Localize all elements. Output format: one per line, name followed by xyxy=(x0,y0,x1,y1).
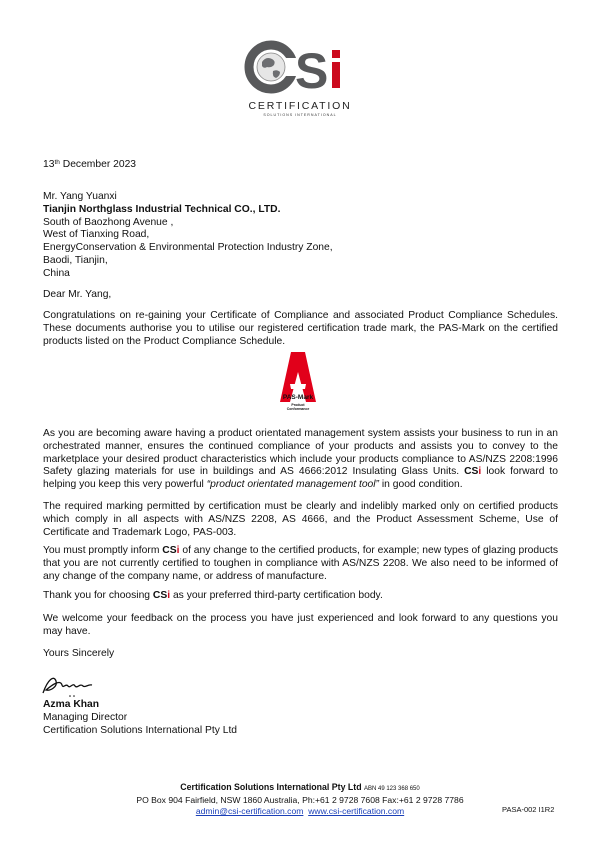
footer-website-link[interactable]: www.csi-certification.com xyxy=(308,806,405,816)
footer-address: PO Box 904 Fairfield, NSW 1860 Australia, Ph:+61 2 9728 7608 Fax:+61 2 9728 7786 xyxy=(136,795,464,805)
footer-company: Certification Solutions International Pty Ltd xyxy=(180,782,362,792)
paragraph-congratulations: Congratulations on re-gaining your Certificate of Compliance and associated Product Compliance Schedules. These documents authorise you to utilise our registered certification trade mark, the PAS-Mark on the certified products listed on the Product Compliance Schedule. xyxy=(43,310,558,347)
recipient-address-line: South of Baozhong Avenue , xyxy=(43,216,174,228)
pas-mark-label: PAS-Mark xyxy=(282,394,314,401)
logo-s-glyph: S xyxy=(295,43,329,98)
letter-date: 13th December 2023 xyxy=(43,159,137,170)
footer-abn: ABN 49 123 368 650 xyxy=(364,786,420,792)
paragraph-inform: You must promptly inform CSi of any change to the certified products, for example; new types of glazing products that you are not currently certified to toughen in compliance with AS/NZS 2208. We also need to be informed of any change of the company name, or address of manufacture. xyxy=(43,545,558,582)
footer-email-link[interactable]: admin@csi-certification.com xyxy=(195,806,304,816)
paragraph-thank-you: Thank you for choosing CSi as your preferred third-party certification body. xyxy=(43,590,383,601)
salutation: Dear Mr. Yang, xyxy=(43,289,112,300)
closing: Yours Sincerely xyxy=(43,648,115,659)
signatory-name: Azma Khan xyxy=(43,699,100,710)
document-reference: PASA-002 I1R2 xyxy=(502,805,555,814)
recipient-address-line: West of Tianxing Road, xyxy=(43,229,150,241)
recipient-address-line: Baodi, Tianjin, xyxy=(43,254,108,266)
recipient-address-line: EnergyConservation & Environmental Protection Industry Zone, xyxy=(43,242,333,254)
recipient-name: Mr. Yang Yuanxi xyxy=(43,191,117,202)
logo-certification-text: CERTIFICATION xyxy=(248,100,352,112)
logo-subline-text: SOLUTIONS INTERNATIONAL xyxy=(263,113,337,117)
recipient-block xyxy=(43,191,333,281)
signatory-block xyxy=(43,699,237,737)
recipient-address-line: China xyxy=(43,267,70,279)
recipient-company: Tianjin Northglass Industrial Technical CO., LTD. xyxy=(43,203,281,215)
signatory-company: Certification Solutions International Pty Ltd xyxy=(43,724,238,736)
signatory-title: Managing Director xyxy=(43,711,128,723)
csi-wordmark-logo xyxy=(240,36,360,98)
paragraph-feedback: We welcome your feedback on the process you have just experienced and look forward to any questions you may have. xyxy=(43,613,558,637)
pas-mark-subtext: Product Conformance xyxy=(286,403,310,411)
handwritten-signature xyxy=(40,673,100,699)
paragraph-management-system: As you are becoming aware having a product orientated management system assists your business to run in an orchestrated manner, ensures the continued compliance of your products and assists you to convey to the marketplace your desired product characteristics which include your products compliance to AS/NZS 2208:1996 Safety glazing materials for use in buildings and AS 4666:2012 Insulating Glass Units. CSi look forward to helping you keep this very powerful “product orientated management tool” in good condition. xyxy=(43,428,558,491)
paragraph-marking: The required marking permitted by certification must be clearly and indelibly marked only on certified products which comply in all aspects with AS/NZS 2208, AS 4666, and the Product Assessment Scheme, Use of Certificate and Trademark Logo, PAS-003. xyxy=(43,501,558,538)
